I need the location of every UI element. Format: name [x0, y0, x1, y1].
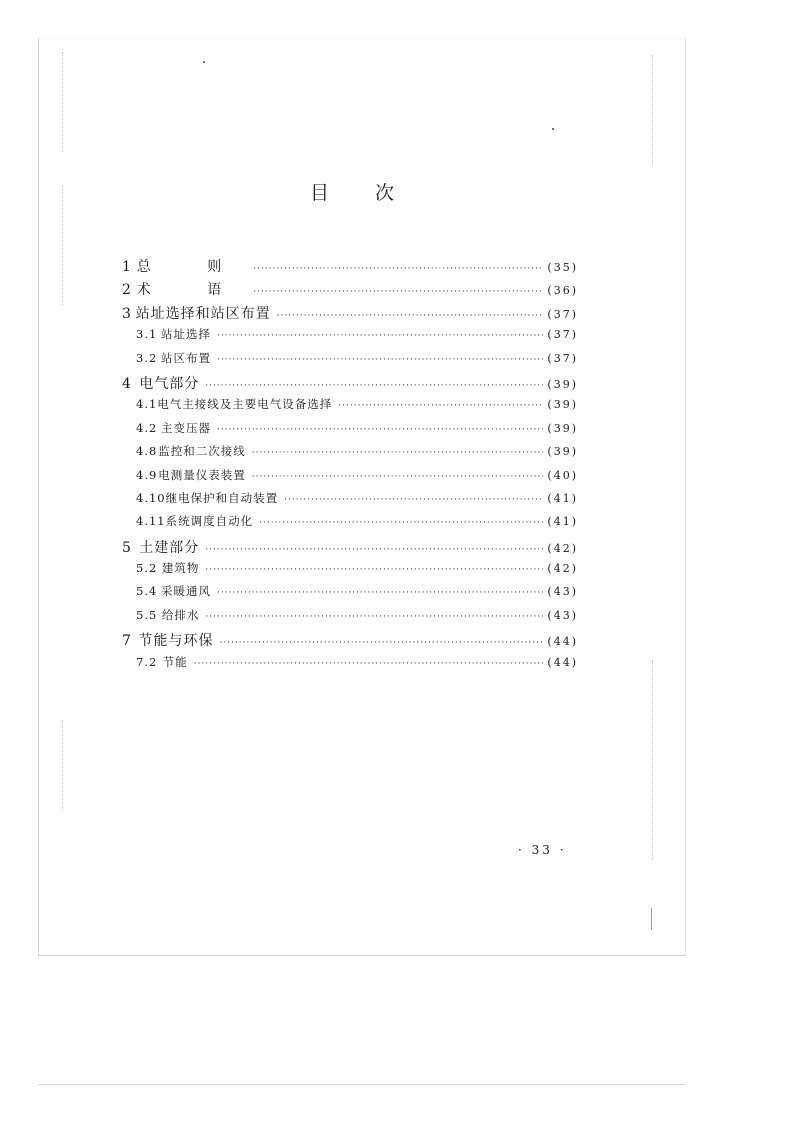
toc-chapter-entry[interactable] [122, 373, 578, 396]
scan-edge-noise [62, 185, 64, 305]
toc-entry-page: (37) [547, 328, 578, 342]
table-of-contents [122, 256, 578, 677]
toc-section-entry[interactable] [122, 420, 578, 443]
toc-entry-title: 采暖通风 [160, 584, 211, 599]
toc-chapter-entry[interactable] [122, 256, 578, 279]
toc-entry-title: 土建部分 [139, 539, 200, 556]
page-divider [38, 1084, 686, 1085]
toc-leader-dots [284, 495, 543, 505]
toc-entry-title: 总 则 [136, 259, 248, 275]
toc-leader-dots [259, 518, 543, 528]
toc-entry-number: 4.2 [136, 420, 158, 435]
toc-entry-number: 4.8 [136, 444, 158, 459]
toc-entry-number: 5.5 [136, 607, 158, 622]
toc-entry-number: 7 [122, 633, 131, 650]
toc-chapter-entry[interactable] [122, 630, 578, 653]
toc-entry-title: 监控和二次接线 [158, 444, 246, 459]
toc-section-entry[interactable] [122, 560, 578, 583]
toc-leader-dots [252, 472, 544, 482]
toc-entry-page: (44) [547, 635, 578, 649]
toc-entry-title: 术 语 [136, 282, 248, 299]
toc-entry-page: (41) [547, 491, 578, 505]
toc-section-entry[interactable] [122, 350, 578, 373]
toc-entry-number: 4.9 [136, 467, 158, 482]
toc-entry-number: 5.2 [136, 561, 158, 576]
toc-entry-title: 站址选择和站区布置 [135, 305, 271, 322]
toc-entry-title: 站区布置 [160, 350, 211, 365]
title-char-left: 目 [310, 182, 330, 204]
toc-leader-dots [205, 612, 543, 622]
scan-edge-noise [62, 52, 64, 152]
toc-entry-title: 电测量仪表装置 [158, 467, 246, 482]
toc-entry-number: 3 [122, 305, 131, 322]
toc-leader-dots [217, 588, 543, 598]
toc-section-entry[interactable] [122, 513, 578, 536]
toc-section-entry[interactable] [122, 607, 578, 630]
toc-leader-dots [205, 545, 543, 555]
scan-edge-noise [652, 660, 654, 860]
toc-leader-dots [205, 565, 543, 575]
toc-leader-dots [252, 448, 544, 458]
toc-section-entry[interactable] [122, 467, 578, 490]
toc-entry-number: 3.2 [136, 350, 158, 365]
toc-leader-dots [220, 638, 544, 648]
toc-entry-number: 4.11 [136, 514, 166, 529]
toc-entry-page: (43) [547, 608, 578, 622]
toc-leader-dots [277, 311, 544, 321]
toc-section-entry[interactable] [122, 583, 578, 606]
toc-entry-page: (39) [547, 398, 578, 412]
toc-entry-page: (37) [547, 307, 578, 321]
toc-entry-number: 3.1 [136, 327, 158, 342]
scan-speck [203, 61, 205, 63]
toc-entry-number: 1 [122, 259, 131, 275]
toc-entry-number: 2 [122, 282, 131, 299]
toc-entry-title: 系统调度自动化 [165, 514, 254, 529]
toc-entry-page: (41) [547, 515, 578, 529]
toc-section-entry[interactable] [122, 443, 578, 466]
toc-entry-page: (42) [547, 541, 578, 555]
toc-section-entry[interactable] [122, 326, 578, 349]
toc-leader-dots [338, 401, 543, 411]
page-title [310, 178, 394, 205]
page-number: · 33 · [518, 843, 567, 857]
toc-entry-number: 5.4 [136, 584, 158, 599]
toc-entry-title: 主变压器 [160, 420, 211, 435]
toc-entry-page: (35) [547, 261, 578, 274]
toc-entry-page: (37) [547, 351, 578, 365]
toc-leader-dots [253, 287, 543, 297]
toc-entry-title: 站址选择 [160, 327, 211, 342]
toc-entry-title: 电气部分 [139, 375, 200, 392]
toc-entry-title: 建筑物 [161, 561, 200, 576]
toc-entry-number: 7.2 [136, 654, 158, 669]
scan-speck [552, 128, 554, 130]
toc-entry-title: 继电保护和自动装置 [165, 490, 279, 505]
toc-entry-number: 4.1 [136, 397, 158, 412]
toc-entry-page: (39) [547, 421, 578, 435]
toc-entry-number: 4 [122, 375, 131, 392]
toc-leader-dots [205, 381, 543, 391]
toc-entry-title: 节能与环保 [138, 633, 214, 650]
toc-entry-title: 电气主接线及主要电气设备选择 [157, 397, 333, 412]
scan-edge-line [651, 908, 652, 930]
toc-entry-number: 5 [122, 539, 131, 556]
toc-entry-page: (36) [547, 284, 578, 298]
toc-entry-page: (39) [547, 445, 578, 459]
toc-chapter-entry[interactable] [122, 303, 578, 326]
toc-leader-dots [217, 425, 543, 435]
toc-section-entry[interactable] [122, 654, 578, 677]
toc-entry-number: 4.10 [136, 490, 166, 505]
toc-section-entry[interactable] [122, 396, 578, 419]
scan-edge-noise [652, 55, 654, 165]
toc-entry-page: (42) [547, 562, 578, 576]
toc-chapter-entry[interactable] [122, 537, 578, 560]
toc-entry-page: (39) [547, 377, 578, 391]
scan-edge-noise [62, 720, 64, 810]
toc-entry-page: (43) [547, 585, 578, 599]
toc-entry-title: 节能 [162, 654, 188, 669]
toc-leader-dots [253, 264, 543, 274]
toc-leader-dots [194, 659, 544, 669]
toc-leader-dots [217, 355, 543, 365]
toc-entry-page: (40) [547, 468, 578, 482]
toc-entry-page: (44) [547, 655, 578, 669]
title-char-right: 次 [375, 182, 395, 204]
toc-entry-title: 给排水 [161, 607, 200, 622]
toc-leader-dots [217, 331, 543, 341]
toc-section-entry[interactable] [122, 490, 578, 513]
toc-chapter-entry[interactable] [122, 279, 578, 302]
